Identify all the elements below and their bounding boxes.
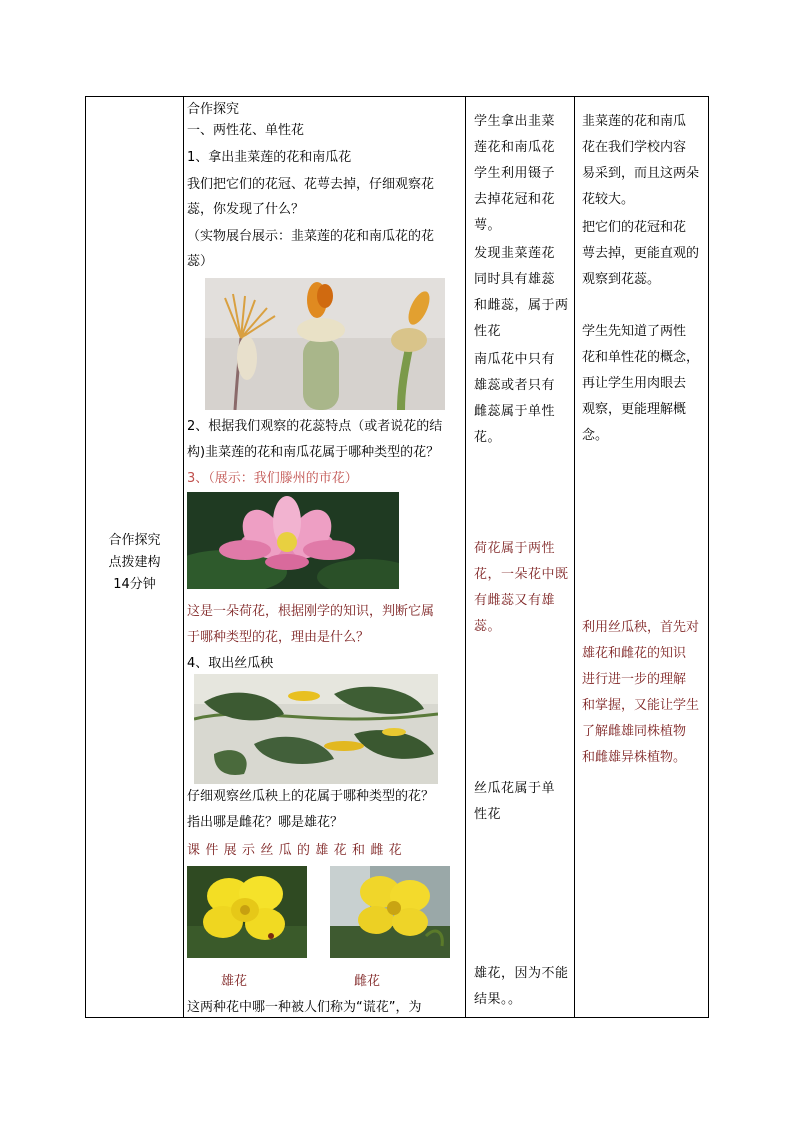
male-flower-label: 雄花 [221, 974, 248, 989]
question-text: 构)韭菜莲的花和南瓜花属于哪种类型的花？ [187, 445, 440, 460]
intent-line: 观察到花蕊。 [582, 272, 661, 287]
design-intent [582, 109, 706, 213]
student-line: 去掉花冠和花 [474, 192, 556, 207]
intent-line: 韭菜莲的花和南瓜 [582, 114, 687, 129]
column-divider [183, 97, 184, 1017]
lesson-table [85, 96, 709, 1018]
section-heading: 合作探究 [187, 102, 240, 117]
item-title: 1、拿出韭菜莲的花和南瓜花 [187, 150, 352, 165]
stage-label [86, 530, 183, 596]
design-intent [582, 319, 706, 449]
intent-line: 了解雌雄同株植物 [582, 724, 687, 739]
intent-line: 易采到，而且这两朵 [582, 166, 700, 181]
intent-line: 雄花和雌花的知识 [582, 646, 687, 661]
courseware-note: 课 件 展 示 丝 瓜 的 雄 花 和 雌 花 [187, 843, 403, 858]
student-line: 雄蕊或者只有 [474, 378, 556, 393]
student-line: 雌蕊属于单性 [474, 404, 556, 419]
column-divider [574, 97, 575, 1017]
question-text: 我们把它们的花冠、花萼去掉，仔细观察花 [187, 177, 435, 192]
question-text: 仔细观察丝瓜秧上的花属于哪种类型的花？ [187, 789, 435, 804]
student-activity [474, 241, 574, 345]
item-title: 4、取出丝瓜秧 [187, 656, 274, 671]
student-line: 南瓜花中只有 [474, 352, 556, 367]
question-text: 蕊，你发现了什么？ [187, 202, 305, 217]
student-line: 同时具有雄蕊 [474, 272, 556, 287]
student-line: 蕊。 [474, 619, 502, 634]
student-activity [474, 961, 574, 1013]
stage-subname: 点拨建构 [108, 555, 161, 570]
student-activity [474, 536, 574, 640]
student-line: 花，一朵花中既 [474, 567, 569, 582]
intent-line: 利用丝瓜秧，首先对 [582, 620, 700, 635]
intent-line: 学生先知道了两性 [582, 324, 687, 339]
stage-name: 合作探究 [108, 533, 161, 548]
loofah-vine-photo [194, 674, 438, 784]
intent-line: 进行进一步的理解 [582, 672, 687, 687]
intent-line: 花在我们学校内容 [582, 140, 687, 155]
student-line: 性花 [474, 324, 502, 339]
student-line: 丝瓜花属于单 [474, 781, 556, 796]
student-line: 萼。 [474, 218, 502, 233]
column-divider [465, 97, 466, 1017]
display-note: （实物展台展示：韭菜莲的花和南瓜花的花 [187, 229, 435, 244]
question-text: 指出哪是雌花？哪是雄花？ [187, 815, 344, 830]
student-line: 发现韭菜莲花 [474, 246, 556, 261]
intent-line: 花和单性花的概念， [582, 350, 700, 365]
lotus-photo [187, 492, 399, 589]
student-line: 荷花属于两性 [474, 541, 556, 556]
intent-line: 观察，更能理解概念。 [582, 402, 687, 443]
intent-line: 花较大。 [582, 192, 635, 207]
question-text: 这是一朵荷花，根据刚学的知识，判断它属 [187, 604, 435, 619]
student-line: 性花 [474, 807, 502, 822]
intent-line: 再让学生用肉眼去 [582, 376, 687, 391]
design-intent [582, 615, 706, 771]
student-line: 学生利用镊子 [474, 166, 556, 181]
stage-duration: 14分钟 [113, 577, 156, 592]
male-flower-photo [187, 866, 307, 958]
intent-line: 把它们的花冠和花 [582, 220, 687, 235]
question-text: 2、根据我们观察的花蕊特点（或者说花的结 [187, 419, 443, 434]
stage-cell [86, 97, 183, 1017]
student-line: 莲花和南瓜花 [474, 140, 556, 155]
student-line: 和雌蕊，属于两 [474, 298, 569, 313]
student-activity [474, 776, 574, 828]
display-note: 蕊） [187, 254, 214, 269]
question-text: 于哪种类型的花，理由是什么？ [187, 630, 370, 645]
question-text: 这两种花中哪一种被人们称为“谎花”，为 [187, 1000, 422, 1015]
intent-line: 和雌雄异株植物。 [582, 750, 687, 765]
student-activity [474, 109, 574, 239]
student-line: 雄花，因为不能 [474, 966, 569, 981]
student-activity [474, 347, 574, 451]
student-line: 结果。。 [474, 992, 522, 1007]
item-title: 3、（展示：我们滕州的市花） [187, 471, 358, 486]
student-line: 学生拿出韭菜 [474, 114, 556, 129]
female-flower-label: 雌花 [354, 974, 381, 989]
stamen-photo [205, 278, 445, 410]
intent-line: 和掌握，又能让学生 [582, 698, 700, 713]
section-title: 一、两性花、单性花 [187, 123, 305, 138]
female-flower-photo [330, 866, 450, 958]
intent-line: 萼去掉，更能直观的 [582, 246, 700, 261]
student-line: 有雌蕊又有雄 [474, 593, 556, 608]
design-intent [582, 215, 706, 293]
student-line: 花。 [474, 430, 502, 445]
